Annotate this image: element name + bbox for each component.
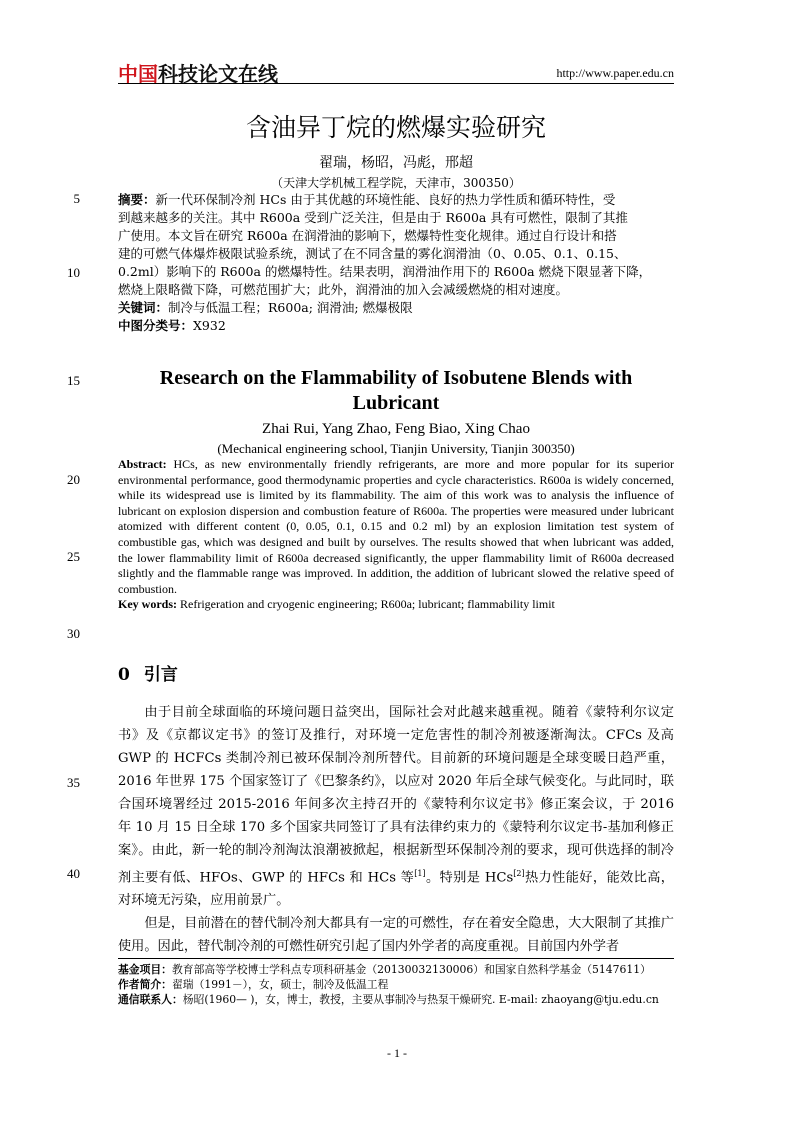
cn-keywords-label: 关键词：: [118, 300, 169, 315]
en-keywords-label: Key words:: [118, 597, 177, 611]
line-number: 15: [67, 373, 80, 388]
cn-abstract-line: 新一代环保制冷剂 HCs 由于其优越的环境性能、良好的热力学性质和循环特性，受: [155, 192, 616, 207]
line-number: 25: [67, 549, 80, 564]
en-title-line: Research on the Flammability of Isobutene Blends with: [159, 367, 633, 389]
body-paragraph: 但是，目前潜在的替代制冷剂大都具有一定的可燃性，存在着安全隐患，大大限制了其推广使用。因此，替代制冷剂的可燃性研究引起了国内外学者的高度重视。目前国内外学者: [118, 916, 674, 955]
cn-class-value: X932: [193, 318, 226, 333]
cn-keywords-text: 制冷与低温工程；R600a; 润滑油; 燃爆极限: [168, 300, 413, 315]
footnote-author: [118, 977, 678, 992]
footnote-rule: [118, 958, 674, 959]
en-title-line: Lubricant: [352, 392, 440, 414]
citation-ref[interactable]: [2]: [513, 869, 525, 878]
line-number: 5: [73, 191, 80, 206]
en-title: [118, 366, 674, 416]
en-abstract-label: Abstract:: [118, 457, 167, 471]
section-number: 0: [118, 665, 130, 685]
body-text-run: 由于目前全球面临的环境问题日益突出，国际社会对此越来越重视。随着《蒙特利尔议定书》及《京都议定书》的签订及推行，对环境一定危害性的制冷剂被逐渐淘汰。CFCs 及高 GWP 的 HCFCs 类制冷剂已被环保制冷剂所替代。目前新的环境问题是全球变暖日趋严重，2016 年世界 175 个国家签订了《巴黎条约》，以应对 2020 年后全球气候变化。与此同时，联合国环境署经过 2015-2016 年间多次主持召开的《蒙特利尔议定书》修正案会议，于 2016 年 10 月 15 日全球 170 多个国家共同签订了具有法律约束力的《蒙特利尔议定书-基加利修正案》。由此，新一轮的制冷剂淘汰浪潮被掀起，根据新型环保制冷剂的要求，现可供选择的制冷剂主要有低、HFOs、GWP 的 HFCs 和 HCs 等: [118, 705, 674, 886]
footnote-fund-label: 基金项目：: [118, 963, 172, 976]
cn-abstract-line: 建的可燃气体爆炸极限试验系统，测试了在不同含量的雾化润滑油（0、0.05、0.1、0.15、: [118, 246, 627, 261]
line-number: 30: [67, 626, 80, 641]
en-abstract-text: HCs, as new environmentally friendly refrigerants, are more and more popular for its superior environmental performance, good thermodynamic properties and cycle characteristics. R600a is widely concerned, while its widespread use is limited by its flammability. The aim of this work was to analysis the influence of lubricant on explosion dispersion and combustion feature of R600a. The properties were measured under lubricant atomized with different content (0, 0.05, 0.1, 0.15 and 0.2 ml) by an explosion limitation test system of combustible gas, which was designed and built by ourselves. The results showed that when lubricant was added, the lower flammability limit of R600a decreased significantly, the upper flammability limit of R600a decreased slightly and the flammable range was improved. In addition, the addition of lubricant slowed the relative speed of combustion.: [118, 457, 675, 596]
cn-class-label: 中图分类号：: [118, 318, 194, 333]
en-keywords-text: Refrigeration and cryogenic engineering; R600a; lubricant; flammability limit: [180, 597, 555, 611]
line-number: 10: [67, 265, 80, 280]
line-number: 40: [67, 866, 80, 881]
logo-red-text: 中国: [118, 62, 158, 86]
cn-abstract-label: 摘要：: [118, 192, 156, 207]
line-number: 20: [67, 472, 80, 487]
body-text-run: 热力性能好，能效比高，对环境无污染，应用前景广。: [118, 870, 674, 909]
section-title: 引言: [143, 665, 178, 685]
cn-abstract-line: 0.2ml）影响下的 R600a 的燃爆特性。结果表明，润滑油作用下的 R600a 燃烧下限显著下降，: [118, 264, 652, 279]
body-paragraph: [118, 701, 674, 912]
citation-ref[interactable]: [1]: [414, 869, 426, 878]
body-text: [118, 701, 674, 958]
footnote-author-text: 翟瑞（1991－），女，硕士，制冷及低温工程: [171, 978, 389, 991]
en-abstract: [118, 457, 674, 597]
header-rule: [118, 83, 674, 84]
footnote-fund: [118, 962, 678, 977]
cn-classification: [118, 317, 674, 335]
footnote-fund-text: 教育部高等学校博士学科点专项科研基金（20130032130006）和国家自然科学基金（5147611）: [171, 963, 651, 976]
en-authors: Zhai Rui, Yang Zhao, Feng Biao, Xing Chao: [262, 421, 530, 437]
footnote-contact-text: 杨昭(1960— )，女，博士，教授，主要从事制冷与热泵干燥研究. E-mail: zhaoyang@tju.edu.cn: [182, 993, 659, 1006]
cn-title: 含油异丁烷的燃爆实验研究: [245, 113, 546, 142]
header-url[interactable]: http://www.paper.edu.cn: [556, 66, 674, 80]
footnote-author-label: 作者简介：: [118, 978, 172, 991]
cn-abstract-line: 燃烧上限略微下降，可燃范围扩大；此外，润滑油的加入会减缓燃烧的相对速度。: [118, 282, 569, 297]
section-heading: [118, 660, 178, 685]
en-keywords: [118, 597, 674, 612]
cn-keywords: [118, 299, 674, 317]
page-number: - 1 -: [387, 1046, 407, 1060]
cn-authors: 翟瑞，杨昭，冯彪，邢超: [319, 155, 473, 171]
body-text-run: 。特别是 HCs: [425, 870, 514, 886]
footnote-contact-label: 通信联系人：: [118, 993, 183, 1006]
line-number: 35: [67, 775, 80, 790]
cn-affiliation: （天津大学机械工程学院，天津市，300350）: [271, 176, 521, 190]
footnote-contact: [118, 992, 678, 1007]
cn-abstract-line: 到越来越多的关注。其中 R600a 受到广泛关注，但是由于 R600a 具有可燃性，限制了其推: [118, 210, 628, 225]
cn-abstract: [118, 191, 674, 335]
cn-abstract-line: 广使用。本文旨在研究 R600a 在润滑油的影响下，燃爆特性变化规律。通过自行设计和搭: [118, 228, 617, 243]
en-affiliation: (Mechanical engineering school, Tianjin University, Tianjin 300350): [217, 441, 575, 456]
logo-black-text: 科技论文在线: [158, 62, 278, 86]
